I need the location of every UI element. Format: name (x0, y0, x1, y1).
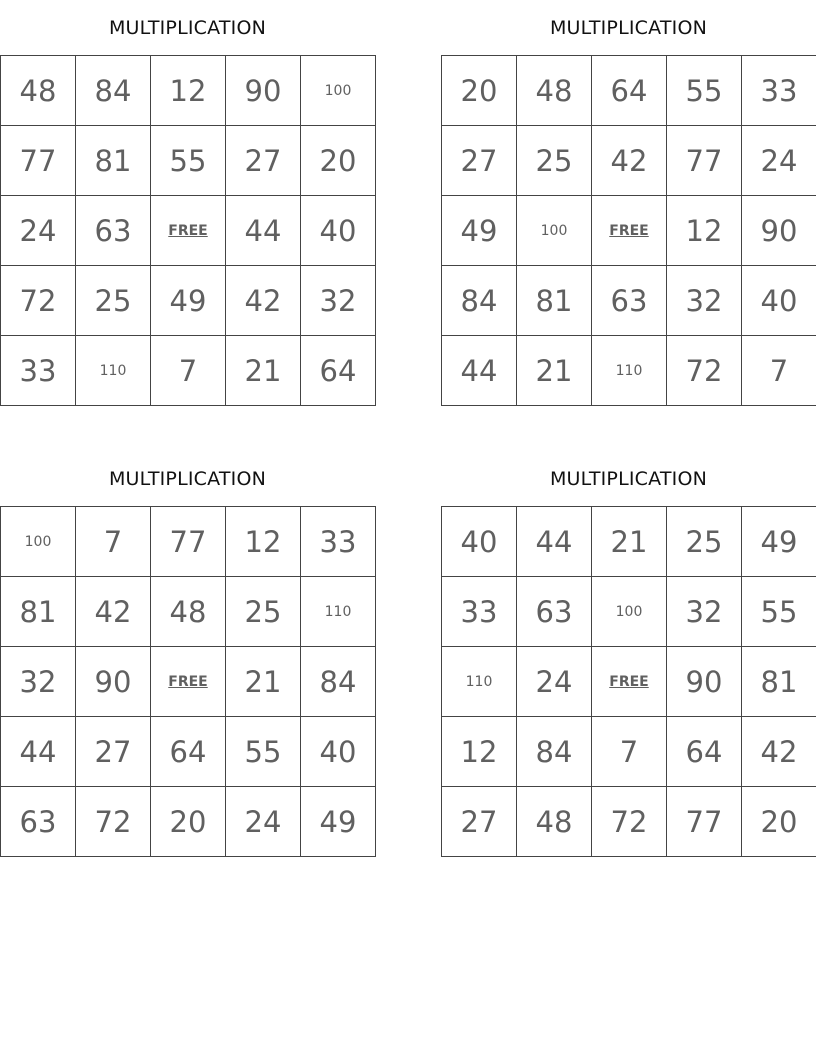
number-cell: 100 (517, 196, 592, 266)
number-cell: 20 (742, 787, 816, 857)
number-cell: 44 (517, 507, 592, 577)
free-space: FREE (151, 647, 226, 717)
bingo-grid (441, 506, 816, 857)
grid-row (442, 56, 816, 126)
number-cell: 55 (151, 126, 226, 196)
number-cell: 72 (592, 787, 667, 857)
number-cell: 77 (1, 126, 76, 196)
bingo-card-3 (0, 451, 375, 857)
number-cell: 33 (742, 56, 816, 126)
number-cell: 25 (667, 507, 742, 577)
number-cell: 7 (151, 336, 226, 406)
number-cell: 48 (517, 56, 592, 126)
number-cell: 110 (76, 336, 151, 406)
number-cell: 90 (226, 56, 301, 126)
card-title: MULTIPLICATION (108, 17, 267, 39)
number-cell: 21 (592, 507, 667, 577)
number-cell: 90 (742, 196, 816, 266)
free-space: FREE (592, 647, 667, 717)
bingo-card-2 (441, 0, 816, 406)
number-cell: 49 (442, 196, 517, 266)
card-title: MULTIPLICATION (549, 468, 708, 490)
number-cell: 24 (226, 787, 301, 857)
grid-row (1, 577, 376, 647)
number-cell: 40 (742, 266, 816, 336)
number-cell: 49 (301, 787, 376, 857)
number-cell: 32 (667, 266, 742, 336)
number-cell: 77 (151, 507, 226, 577)
number-cell: 40 (301, 717, 376, 787)
free-space: FREE (592, 196, 667, 266)
number-cell: 72 (1, 266, 76, 336)
number-cell: 44 (226, 196, 301, 266)
grid-row (442, 577, 816, 647)
number-cell: 84 (76, 56, 151, 126)
grid-row (1, 56, 376, 126)
number-cell: 7 (742, 336, 816, 406)
number-cell: 12 (667, 196, 742, 266)
grid-row (1, 126, 376, 196)
number-cell: 84 (442, 266, 517, 336)
number-cell: 48 (151, 577, 226, 647)
number-cell: 44 (442, 336, 517, 406)
number-cell: 24 (742, 126, 816, 196)
number-cell: 84 (301, 647, 376, 717)
number-cell: 20 (151, 787, 226, 857)
number-cell: 12 (151, 56, 226, 126)
number-cell: 90 (76, 647, 151, 717)
number-cell: 21 (226, 336, 301, 406)
number-cell: 81 (1, 577, 76, 647)
grid-row (1, 336, 376, 406)
number-cell: 33 (1, 336, 76, 406)
grid-row (442, 717, 816, 787)
number-cell: 27 (442, 787, 517, 857)
number-cell: 110 (592, 336, 667, 406)
number-cell: 32 (301, 266, 376, 336)
number-cell: 40 (442, 507, 517, 577)
number-cell: 7 (76, 507, 151, 577)
number-cell: 100 (1, 507, 76, 577)
number-cell: 42 (592, 126, 667, 196)
number-cell: 48 (517, 787, 592, 857)
bingo-grid (0, 55, 376, 406)
number-cell: 32 (1, 647, 76, 717)
number-cell: 64 (592, 56, 667, 126)
number-cell: 20 (301, 126, 376, 196)
grid-row (1, 266, 376, 336)
number-cell: 77 (667, 126, 742, 196)
number-cell: 100 (592, 577, 667, 647)
grid-row (442, 647, 816, 717)
number-cell: 110 (301, 577, 376, 647)
number-cell: 55 (742, 577, 816, 647)
grid-row (442, 266, 816, 336)
bingo-card-4 (441, 451, 816, 857)
number-cell: 63 (592, 266, 667, 336)
number-cell: 25 (517, 126, 592, 196)
grid-row (442, 507, 816, 577)
grid-row (442, 196, 816, 266)
grid-row (442, 787, 816, 857)
grid-row (1, 647, 376, 717)
number-cell: 63 (517, 577, 592, 647)
number-cell: 55 (667, 56, 742, 126)
number-cell: 100 (301, 56, 376, 126)
number-cell: 55 (226, 717, 301, 787)
number-cell: 64 (667, 717, 742, 787)
number-cell: 27 (226, 126, 301, 196)
number-cell: 32 (667, 577, 742, 647)
number-cell: 72 (667, 336, 742, 406)
number-cell: 21 (226, 647, 301, 717)
grid-row (1, 196, 376, 266)
number-cell: 81 (76, 126, 151, 196)
number-cell: 81 (517, 266, 592, 336)
number-cell: 81 (742, 647, 816, 717)
number-cell: 24 (517, 647, 592, 717)
card-title: MULTIPLICATION (108, 468, 267, 490)
grid-row (1, 507, 376, 577)
number-cell: 77 (667, 787, 742, 857)
free-space: FREE (151, 196, 226, 266)
bingo-card-1 (0, 0, 375, 406)
number-cell: 21 (517, 336, 592, 406)
grid-row (442, 126, 816, 196)
number-cell: 49 (151, 266, 226, 336)
number-cell: 7 (592, 717, 667, 787)
number-cell: 12 (442, 717, 517, 787)
number-cell: 42 (76, 577, 151, 647)
number-cell: 24 (1, 196, 76, 266)
number-cell: 44 (1, 717, 76, 787)
number-cell: 42 (226, 266, 301, 336)
grid-row (1, 717, 376, 787)
number-cell: 12 (226, 507, 301, 577)
number-cell: 48 (1, 56, 76, 126)
bingo-grid (0, 506, 376, 857)
number-cell: 33 (301, 507, 376, 577)
number-cell: 25 (76, 266, 151, 336)
grid-row (442, 336, 816, 406)
number-cell: 27 (76, 717, 151, 787)
number-cell: 42 (742, 717, 816, 787)
number-cell: 20 (442, 56, 517, 126)
card-title: MULTIPLICATION (549, 17, 708, 39)
number-cell: 72 (76, 787, 151, 857)
grid-row (1, 787, 376, 857)
number-cell: 40 (301, 196, 376, 266)
number-cell: 63 (1, 787, 76, 857)
number-cell: 49 (742, 507, 816, 577)
bingo-grid (441, 55, 816, 406)
number-cell: 110 (442, 647, 517, 717)
number-cell: 90 (667, 647, 742, 717)
number-cell: 33 (442, 577, 517, 647)
number-cell: 63 (76, 196, 151, 266)
number-cell: 25 (226, 577, 301, 647)
number-cell: 64 (151, 717, 226, 787)
number-cell: 84 (517, 717, 592, 787)
number-cell: 27 (442, 126, 517, 196)
number-cell: 64 (301, 336, 376, 406)
